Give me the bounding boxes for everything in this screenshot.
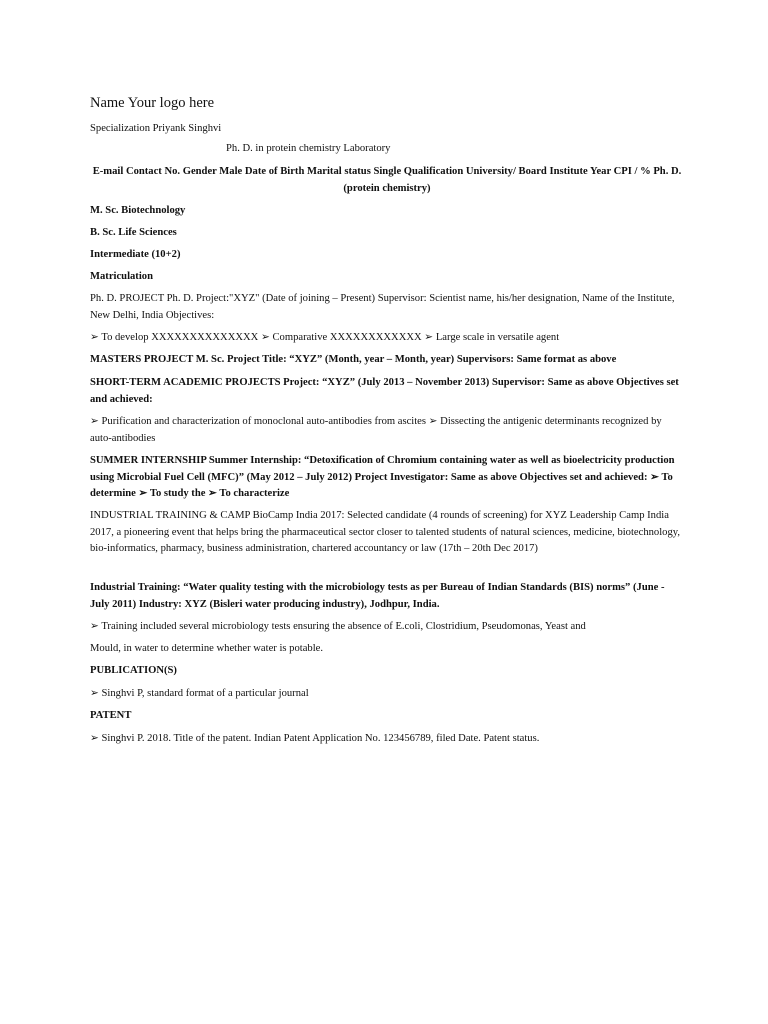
publications-heading: PUBLICATION(S) [90, 665, 177, 676]
qualification-intermediate: Intermediate (10+2) [90, 249, 181, 260]
specialization-line: Specialization Priyank Singhvi [90, 123, 222, 134]
qualification-msc: M. Sc. Biotechnology [90, 205, 186, 216]
phd-project-objectives: ➢ To develop XXXXXXXXXXXXXX ➢ Comparative XXXXXXXXXXXX ➢ Large scale in versatile agent [90, 332, 560, 343]
publication-item: ➢ Singhvi P, standard format of a particular journal [90, 688, 309, 699]
phd-project-text: Ph. D. PROJECT Ph. D. Project:"XYZ" (Date of joining – Present) Supervisor: Scientist name, his/her designation, Name of the Institute, New Delhi, India Objectives: [90, 293, 675, 321]
short-term-objectives: ➢ Purification and characterization of monoclonal auto-antibodies from ascites ➢ Dissecting the antigenic determinants recognized by auto-antibodies [90, 416, 662, 444]
industrial-training-point-2: Mould, in water to determine whether water is potable. [90, 643, 323, 654]
qualification-matriculation: Matriculation [90, 271, 153, 282]
industrial-camp-text: INDUSTRIAL TRAINING & CAMP BioCamp India 2017: Selected candidate (4 rounds of screening) for XYZ Leadership Camp India 2017, a pioneering event that helps bring the pharmaceutical sector closer to talented students of natural sciences, medicine, biotechnology, bio-informatics, pharmacy, business administration, chartered accountancy or law (17th – 20th Dec 2017) [90, 510, 681, 554]
masters-project-text: MASTERS PROJECT M. Sc. Project Title: “XYZ” (Month, year – Month, year) Supervisors: Same format as above [90, 354, 617, 365]
qualification-bsc: B. Sc. Life Sciences [90, 227, 177, 238]
industrial-training-text: Industrial Training: “Water quality testing with the microbiology tests as per Bureau of Indian Standards (BIS) norms” (June - July 2011) Industry: XYZ (Bisleri water producing industry), Jodhpur, India. [90, 582, 665, 610]
personal-details-line: E-mail Contact No. Gender Male Date of Birth Marital status Single Qualification University/ Board Institute Year CPI / % Ph. D. (protein chemistry) [92, 166, 682, 194]
phd-line: Ph. D. in protein chemistry Laboratory [226, 143, 391, 154]
short-term-projects-text: SHORT-TERM ACADEMIC PROJECTS Project: “XYZ” (July 2013 – November 2013) Supervisor: Same as above Objectives set and achieved: [90, 377, 679, 405]
patent-heading: PATENT [90, 710, 132, 721]
patent-item: ➢ Singhvi P. 2018. Title of the patent. Indian Patent Application No. 123456789, filed Date. Patent status. [90, 733, 540, 744]
name-logo-heading: Name Your logo here [90, 95, 215, 111]
summer-internship-text: SUMMER INTERNSHIP Summer Internship: “Detoxification of Chromium containing water as well as bioelectricity production using Microbial Fuel Cell (MFC)” (May 2012 – July 2012) Project Investigator: Same as above Objectives set and achieved: ➢ To determine ➢ To study the ➢ To characterize [90, 455, 675, 499]
industrial-training-point-1: ➢ Training included several microbiology tests ensuring the absence of E.coli, Clostridium, Pseudomonas, Yeast and [90, 621, 586, 632]
